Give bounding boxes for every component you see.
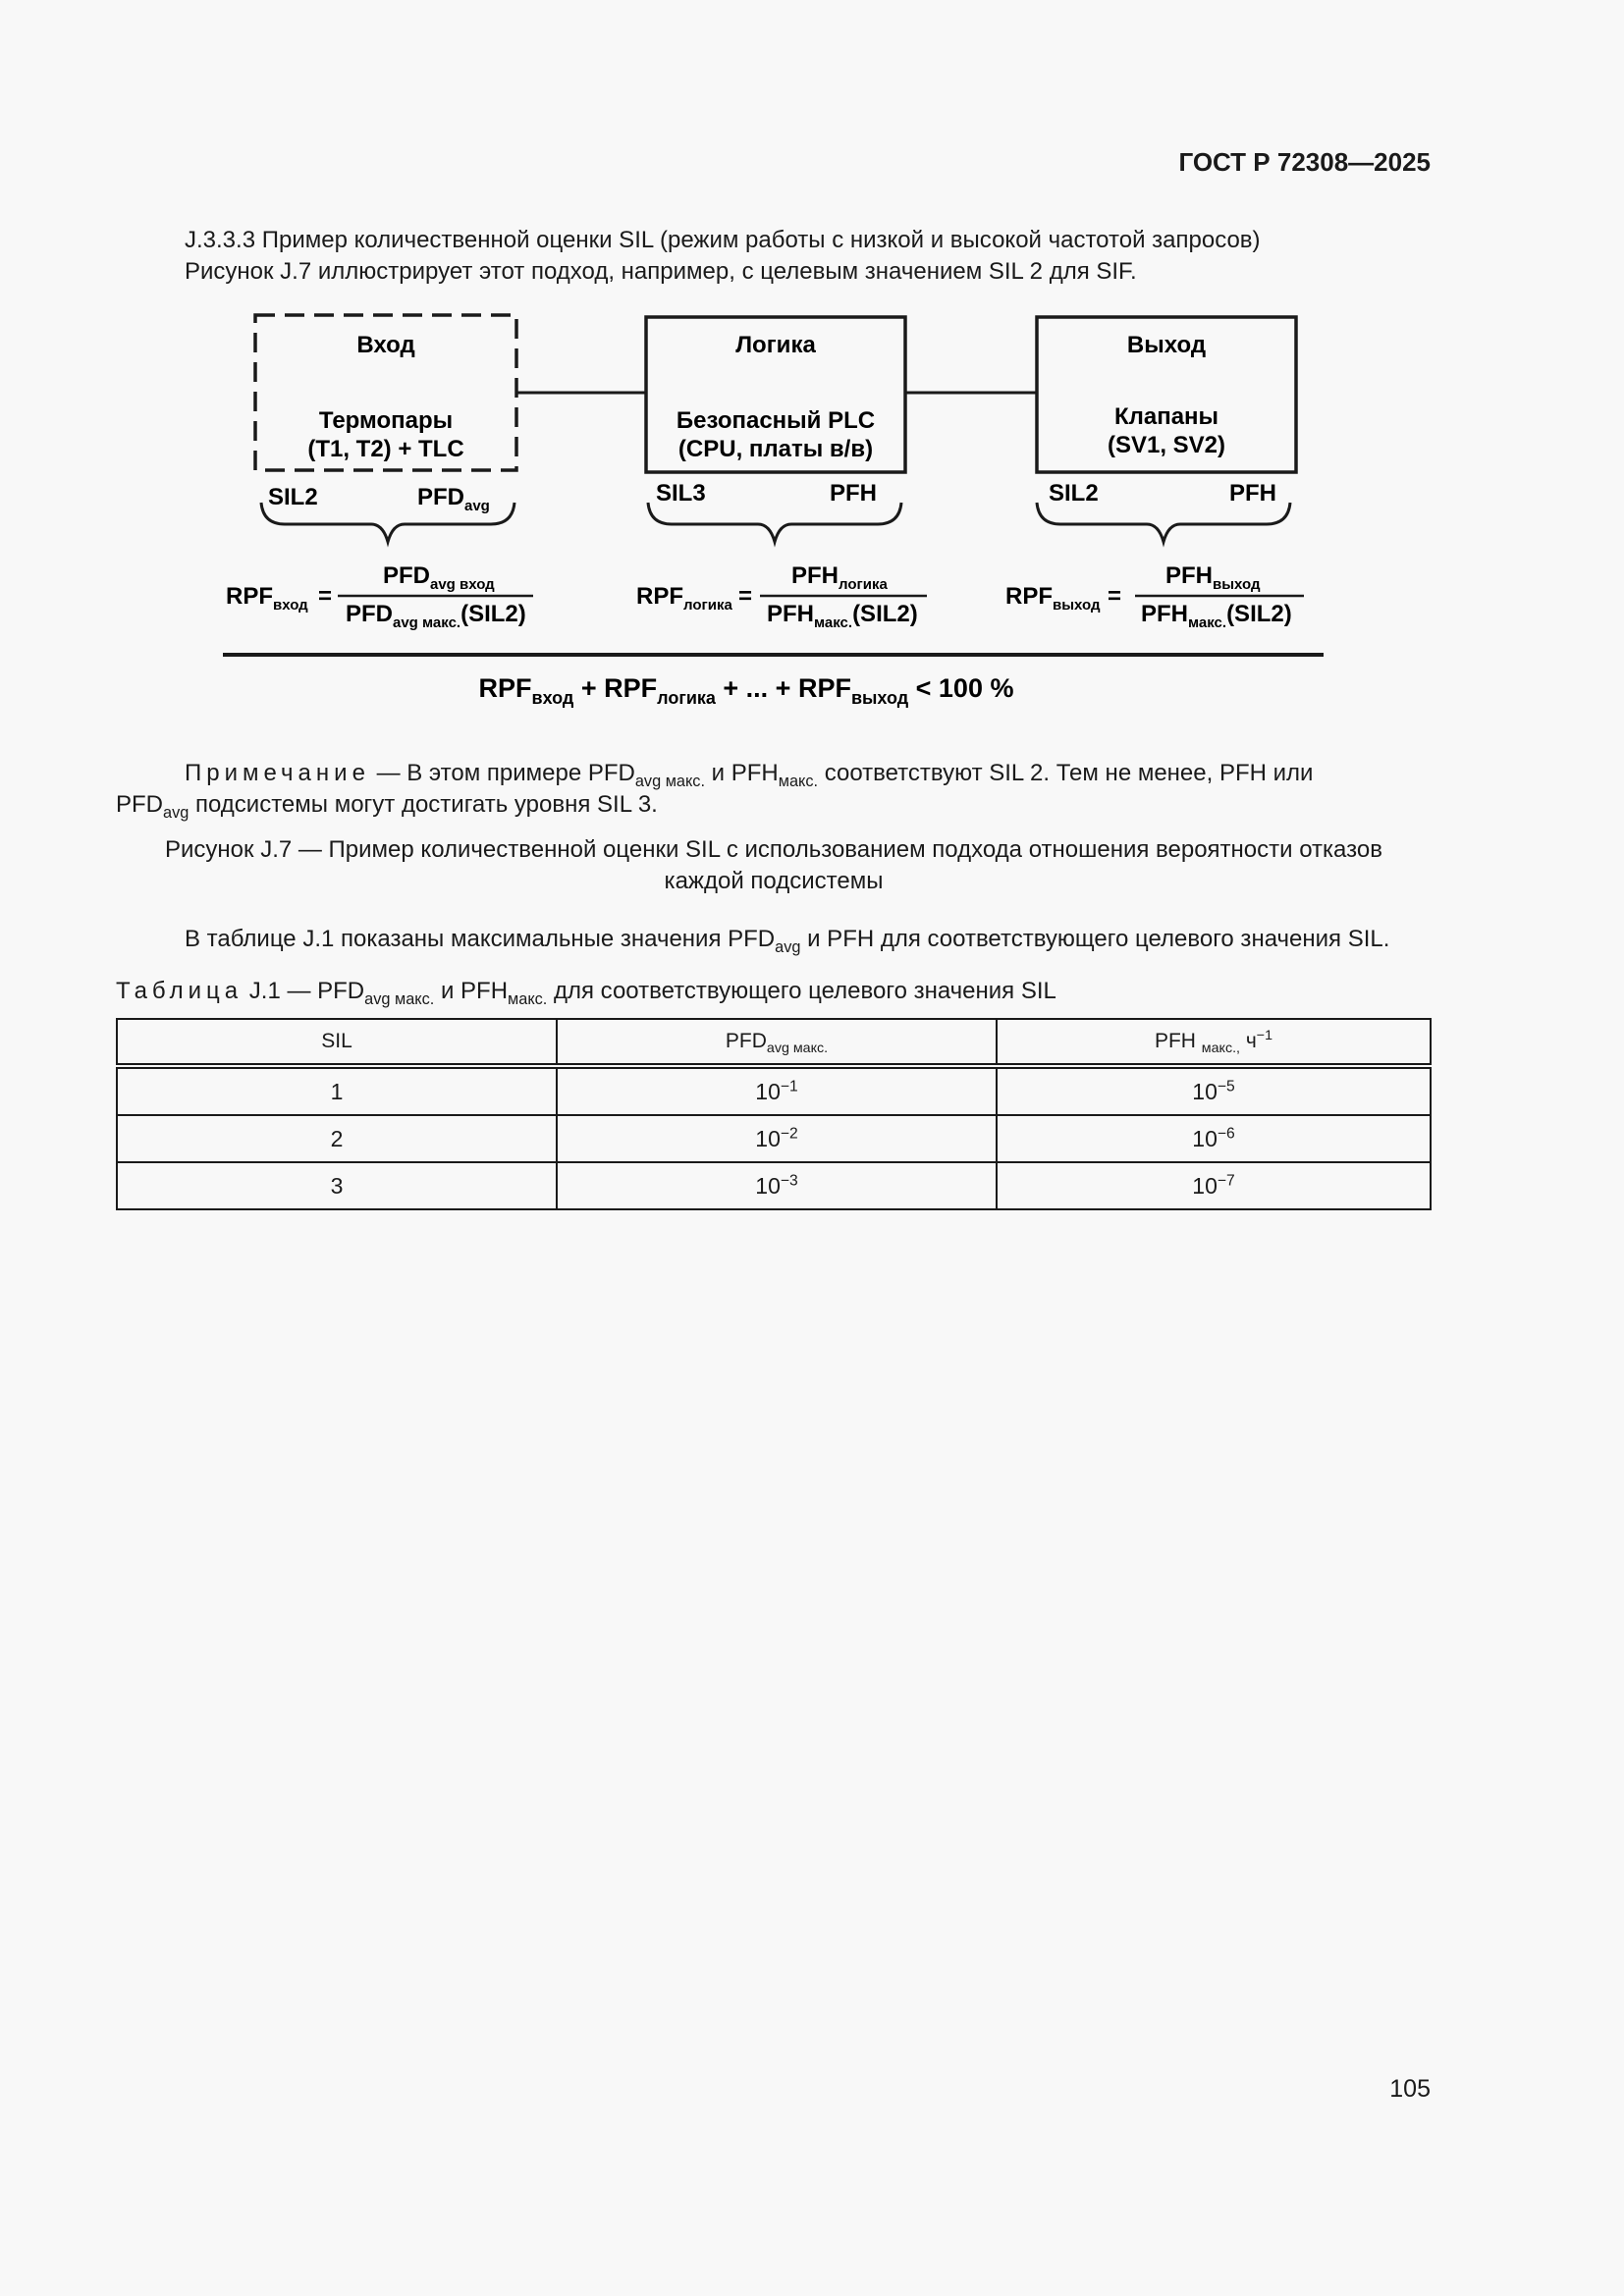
- block-title: Выход: [1126, 332, 1207, 358]
- table-row: [117, 1162, 1431, 1209]
- cell-sil: 2: [117, 1115, 557, 1162]
- cell-pfd: $10^{-1}$: [557, 1066, 997, 1115]
- formula-lhs: $RPF_{вход}$: [226, 583, 308, 614]
- section-heading: J.3.3.3 Пример количественной оценки SIL (режим работы с низкой и высокой частотой запросов): [185, 227, 1261, 253]
- cell-sil: 3: [117, 1162, 557, 1209]
- figure-caption-cont: каждой подсистемы: [664, 868, 884, 894]
- block-title: Логика: [735, 332, 816, 358]
- page-number: 105: [1389, 2075, 1431, 2103]
- cell-pfh: $10^{-5}$: [997, 1066, 1431, 1115]
- table-intro: В таблице J.1 показаны максимальные значения $PFD_{avg}$ и PFH для соответствующего целевого значения SIL.: [185, 926, 1390, 956]
- formula-numerator: $PFH_{выход}$: [1165, 562, 1261, 593]
- block-line: Безопасный PLC: [676, 407, 876, 434]
- figure-note: Примечание — В этом примере $PFD_{avg макс.}$ и $PFH_{макс.}$ соответствуют SIL 2. Тем не менее, PFH или: [185, 760, 1314, 790]
- brace: [648, 503, 901, 542]
- block-line: Термопары: [318, 407, 454, 434]
- metric-label: PFH: [830, 480, 877, 507]
- formula-lhs: $RPF_{выход}$: [1005, 583, 1101, 614]
- document-header: ГОСТ Р 72308—2025: [1178, 147, 1431, 177]
- metric-label: $PFD_{avg}$: [417, 484, 490, 514]
- block-line: (SV1, SV2): [1107, 432, 1226, 458]
- figure-diagram: [0, 0, 1624, 746]
- sil-label: SIL3: [656, 480, 706, 507]
- cell-pfd: $10^{-3}$: [557, 1162, 997, 1209]
- cell-pfh: $10^{-6}$: [997, 1115, 1431, 1162]
- equals-sign: =: [318, 583, 333, 610]
- formula-numerator: $PFD_{avg вход}$: [383, 562, 495, 593]
- block-line: (T1, T2) + TLC: [307, 436, 464, 462]
- table-row: [117, 1115, 1431, 1162]
- cell-pfd: $10^{-2}$: [557, 1115, 997, 1162]
- table-row: [117, 1066, 1431, 1115]
- note-label: Примечание: [185, 760, 370, 786]
- header-pfh: PFH $_{макс.,}$ $ч^{-1}$: [997, 1019, 1431, 1066]
- cell-pfh: $10^{-7}$: [997, 1162, 1431, 1209]
- brace: [1037, 503, 1290, 542]
- block-line: Клапаны: [1113, 403, 1219, 430]
- formula-denominator: $PFD_{avg макс.}(SIL2)$: [346, 601, 526, 631]
- metric-label: PFH: [1229, 480, 1276, 507]
- sum-formula: $RPF_{вход} + RPF_{логика}$ + ... + $RPF_{выход} < 100$ %: [478, 673, 1014, 708]
- formula-denominator: $PFH_{макс.}(SIL2)$: [767, 601, 918, 631]
- formula-numerator: $PFH_{логика}$: [791, 562, 888, 593]
- header-sil: SIL: [117, 1019, 557, 1066]
- equals-sign: =: [1108, 583, 1122, 610]
- block-line: (CPU, платы в/в): [677, 436, 874, 462]
- cell-sil: 1: [117, 1066, 557, 1115]
- block-title: Вход: [356, 332, 415, 358]
- table-j1: [116, 1018, 1432, 1210]
- header-pfd: $PFD_{avg макс.}$: [557, 1019, 997, 1066]
- sil-label: SIL2: [1049, 480, 1099, 507]
- equals-sign: =: [738, 583, 753, 610]
- figure-note-cont: $PFD_{avg}$ подсистемы могут достигать уровня SIL 3.: [116, 791, 658, 822]
- table-caption: Таблица J.1 — $PFD_{avg макс.}$ и $PFH_{макс.}$ для соответствующего целевого значения SIL: [116, 978, 1056, 1008]
- table-header-row: [117, 1019, 1431, 1066]
- formula-lhs: $RPF_{логика}$: [636, 583, 732, 614]
- formula-denominator: $PFH_{макс.}(SIL2)$: [1141, 601, 1292, 631]
- section-intro: Рисунок J.7 иллюстрирует этот подход, например, с целевым значением SIL 2 для SIF.: [185, 258, 1137, 285]
- sil-label: SIL2: [268, 484, 318, 510]
- figure-caption: Рисунок J.7 — Пример количественной оценки SIL с использованием подхода отношения вероятности отказов: [165, 836, 1382, 863]
